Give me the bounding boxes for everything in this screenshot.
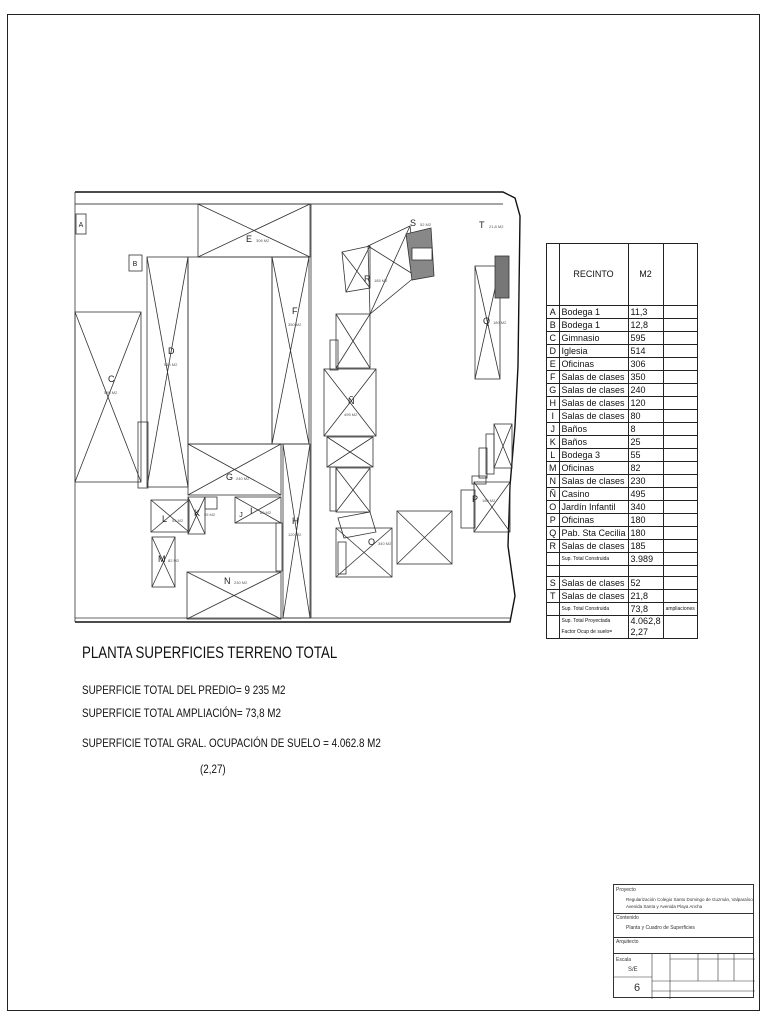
area-label-5: D (168, 346, 175, 356)
row-m2: 180 (628, 527, 663, 540)
row-name: Oficinas (559, 514, 628, 527)
area-value-14: 180 M2 (482, 498, 496, 503)
table-row (547, 527, 698, 540)
site-plan (70, 186, 530, 631)
table-row (547, 358, 698, 371)
area-value-3: 185 M2 (374, 278, 388, 283)
ampliacion-line: SUPERFICIE TOTAL AMPLIACIÓN= 73,8 M2 (82, 706, 281, 720)
table-row (547, 566, 698, 577)
area-value-8: 495 M2 (344, 412, 358, 417)
row-key: O (547, 501, 560, 514)
area-label-7: Q (483, 316, 491, 326)
row-m2: 514 (628, 345, 663, 358)
area-label-6: C (108, 374, 115, 384)
row-key: H (547, 397, 560, 410)
row-key: E (547, 358, 560, 371)
row-m2: 55 (628, 449, 663, 462)
area-table (546, 243, 698, 639)
table-row (547, 449, 698, 462)
ocupacion-line: SUPERFICIE TOTAL GRAL. OCUPACIÓN DE SUELO = 4.062.8 M2 (82, 736, 381, 750)
row-m2: 180 (628, 514, 663, 527)
area-label-11: K (194, 508, 201, 518)
table-row (547, 553, 698, 566)
row-name: Gimnasio (559, 332, 628, 345)
row-name: Iglesia (559, 345, 628, 358)
row-key: A (547, 306, 560, 319)
area-label-16: M (158, 554, 166, 564)
tb-proyecto-label: Proyecto (616, 887, 636, 893)
area-label-2: T (479, 220, 485, 230)
area-value-15: 340 M2 (378, 541, 392, 546)
area-label-10: L (162, 514, 168, 524)
area-label-14: P (472, 494, 479, 504)
table-row (547, 306, 698, 319)
row-name: Bodega 1 (559, 319, 628, 332)
table-row (547, 603, 698, 616)
row-m2: 185 (628, 540, 663, 553)
area-value-5: 514 M2 (164, 362, 178, 367)
row-name: Oficinas (559, 358, 628, 371)
row-key: C (547, 332, 560, 345)
table-row (547, 319, 698, 332)
tb-contenido-value: Planta y Cuadro de Superficies (626, 925, 695, 931)
row-key: G (547, 384, 560, 397)
area-label-1: S (410, 218, 417, 228)
row-name: Oficinas (559, 462, 628, 475)
row-name: Salas de clases (559, 540, 628, 553)
area-label-13: H (292, 516, 299, 526)
area-label-3: R (364, 274, 371, 284)
row-key: F (547, 371, 560, 384)
table-row (547, 616, 698, 639)
row-m2: 240 (628, 384, 663, 397)
row-m2: 52 (628, 577, 663, 590)
row-m2: 82 (628, 462, 663, 475)
area-value-0: 306 M2 (256, 238, 270, 243)
factor-label: Factor Ocup de suelo= (561, 629, 613, 635)
col-m2: M2 (628, 244, 663, 306)
tb-proyecto-value: Regularización Colegio Santo Domingo de Guzmán, Valparaíso (626, 897, 753, 902)
area-value-9: 240 M2 (236, 476, 250, 481)
row-m2: 80 (628, 410, 663, 423)
area-value-2: 21,8 M2 (489, 224, 504, 229)
area-label-15: O (368, 537, 376, 547)
row-m2: 595 (628, 332, 663, 345)
factor-value: 2,27 (630, 627, 649, 637)
table-row (547, 501, 698, 514)
table-row (547, 371, 698, 384)
table-row (547, 475, 698, 488)
sup-construida-value: 3.989 (628, 553, 663, 566)
box-label-2: J (239, 512, 243, 519)
table-row (547, 345, 698, 358)
area-value-12: 80 M2 (260, 510, 272, 515)
tb-lamina-value: 6 (634, 982, 641, 994)
row-key: P (547, 514, 560, 527)
row-key: N (547, 475, 560, 488)
row-name: Bodega 1 (559, 306, 628, 319)
area-value-4: 350 M2 (288, 322, 302, 327)
row-key: L (547, 449, 560, 462)
row-key: S (547, 577, 560, 590)
area-value-11: 25 M2 (204, 512, 216, 517)
area-value-13: 120 M2 (288, 532, 302, 537)
row-name: Salas de clases (559, 577, 628, 590)
row-name: Salas de clases (559, 475, 628, 488)
table-row (547, 514, 698, 527)
row-m2: 120 (628, 397, 663, 410)
area-label-12: I (250, 506, 253, 516)
predio-line: SUPERFICIE TOTAL DEL PREDIO= 9 235 M2 (82, 683, 286, 697)
plan-title: PLANTA SUPERFICIES TERRENO TOTAL (82, 643, 338, 662)
area-label-17: N (224, 576, 231, 586)
area-value-10: 55 M2 (172, 518, 184, 523)
table-row (547, 423, 698, 436)
row-m2: 340 (628, 501, 663, 514)
row-m2: 12,8 (628, 319, 663, 332)
tb-arquitecto-label: Arquitecto (616, 939, 639, 945)
row-name: Salas de clases (559, 410, 628, 423)
row-key: M (547, 462, 560, 475)
table-row (547, 577, 698, 590)
area-label-8: Ñ (348, 396, 355, 406)
area-label-4: F (292, 306, 298, 316)
box-label-1: B (132, 261, 138, 268)
row-name: Salas de clases (559, 397, 628, 410)
sup-construida-label: Sup. Total Construida (559, 553, 628, 566)
row-key: D (547, 345, 560, 358)
row-name: Baños (559, 423, 628, 436)
row-name: Pab. Sta Cecilia (559, 527, 628, 540)
table-row (547, 384, 698, 397)
tb-contenido-label: Contenido (616, 915, 639, 921)
table-row (547, 590, 698, 603)
sup-construida2-label: Sup. Total Construida (559, 603, 628, 616)
row-m2: 11,3 (628, 306, 663, 319)
area-label-0: E (246, 234, 253, 244)
row-name: Salas de clases (559, 371, 628, 384)
table-row (547, 436, 698, 449)
row-m2: 230 (628, 475, 663, 488)
title-block (613, 884, 754, 998)
area-label-9: G (226, 472, 234, 482)
row-name: Bodega 3 (559, 449, 628, 462)
tb-escala-value: S/E (628, 967, 638, 973)
col-recinto: RECINTO (559, 244, 628, 306)
tb-proyecto-value-2: Avenida Santa y Avenida Playa Ancha (626, 904, 703, 909)
factor-line: (2,27) (200, 762, 226, 776)
area-value-7: 180 M2 (493, 320, 507, 325)
area-value-6: 595 M2 (104, 390, 118, 395)
row-m2: 8 (628, 423, 663, 436)
row-name: Salas de clases (559, 384, 628, 397)
row-m2: 495 (628, 488, 663, 501)
row-key: K (547, 436, 560, 449)
table-row (547, 410, 698, 423)
area-value-17: 230 M2 (234, 580, 248, 585)
row-name: Casino (559, 488, 628, 501)
sup-proyectada-value: 4.062,8 (630, 616, 661, 626)
area-value-16: 82 M2 (168, 558, 180, 563)
row-key: T (547, 590, 560, 603)
area-value-1: 52 M2 (420, 222, 432, 227)
row-key: I (547, 410, 560, 423)
row-key: Q (547, 527, 560, 540)
row-name: Baños (559, 436, 628, 449)
table-row (547, 540, 698, 553)
ampliaciones-label: ampliaciones (663, 603, 697, 616)
row-m2: 350 (628, 371, 663, 384)
row-name: Salas de clases (559, 590, 628, 603)
tb-escala-label: Escala (616, 957, 632, 963)
sup-proyectada-label: Sup. Total Proyectada (561, 618, 611, 624)
table-row (547, 462, 698, 475)
row-name: Jardín Infantil (559, 501, 628, 514)
table-row (547, 488, 698, 501)
row-key: B (547, 319, 560, 332)
row-key: Ñ (547, 488, 560, 501)
row-m2: 21,8 (628, 590, 663, 603)
row-key: R (547, 540, 560, 553)
sup-construida2-value: 73,8 (628, 603, 663, 616)
table-row (547, 397, 698, 410)
row-m2: 306 (628, 358, 663, 371)
table-row (547, 332, 698, 345)
row-key: J (547, 423, 560, 436)
row-m2: 25 (628, 436, 663, 449)
box-label-0: A (78, 222, 84, 229)
